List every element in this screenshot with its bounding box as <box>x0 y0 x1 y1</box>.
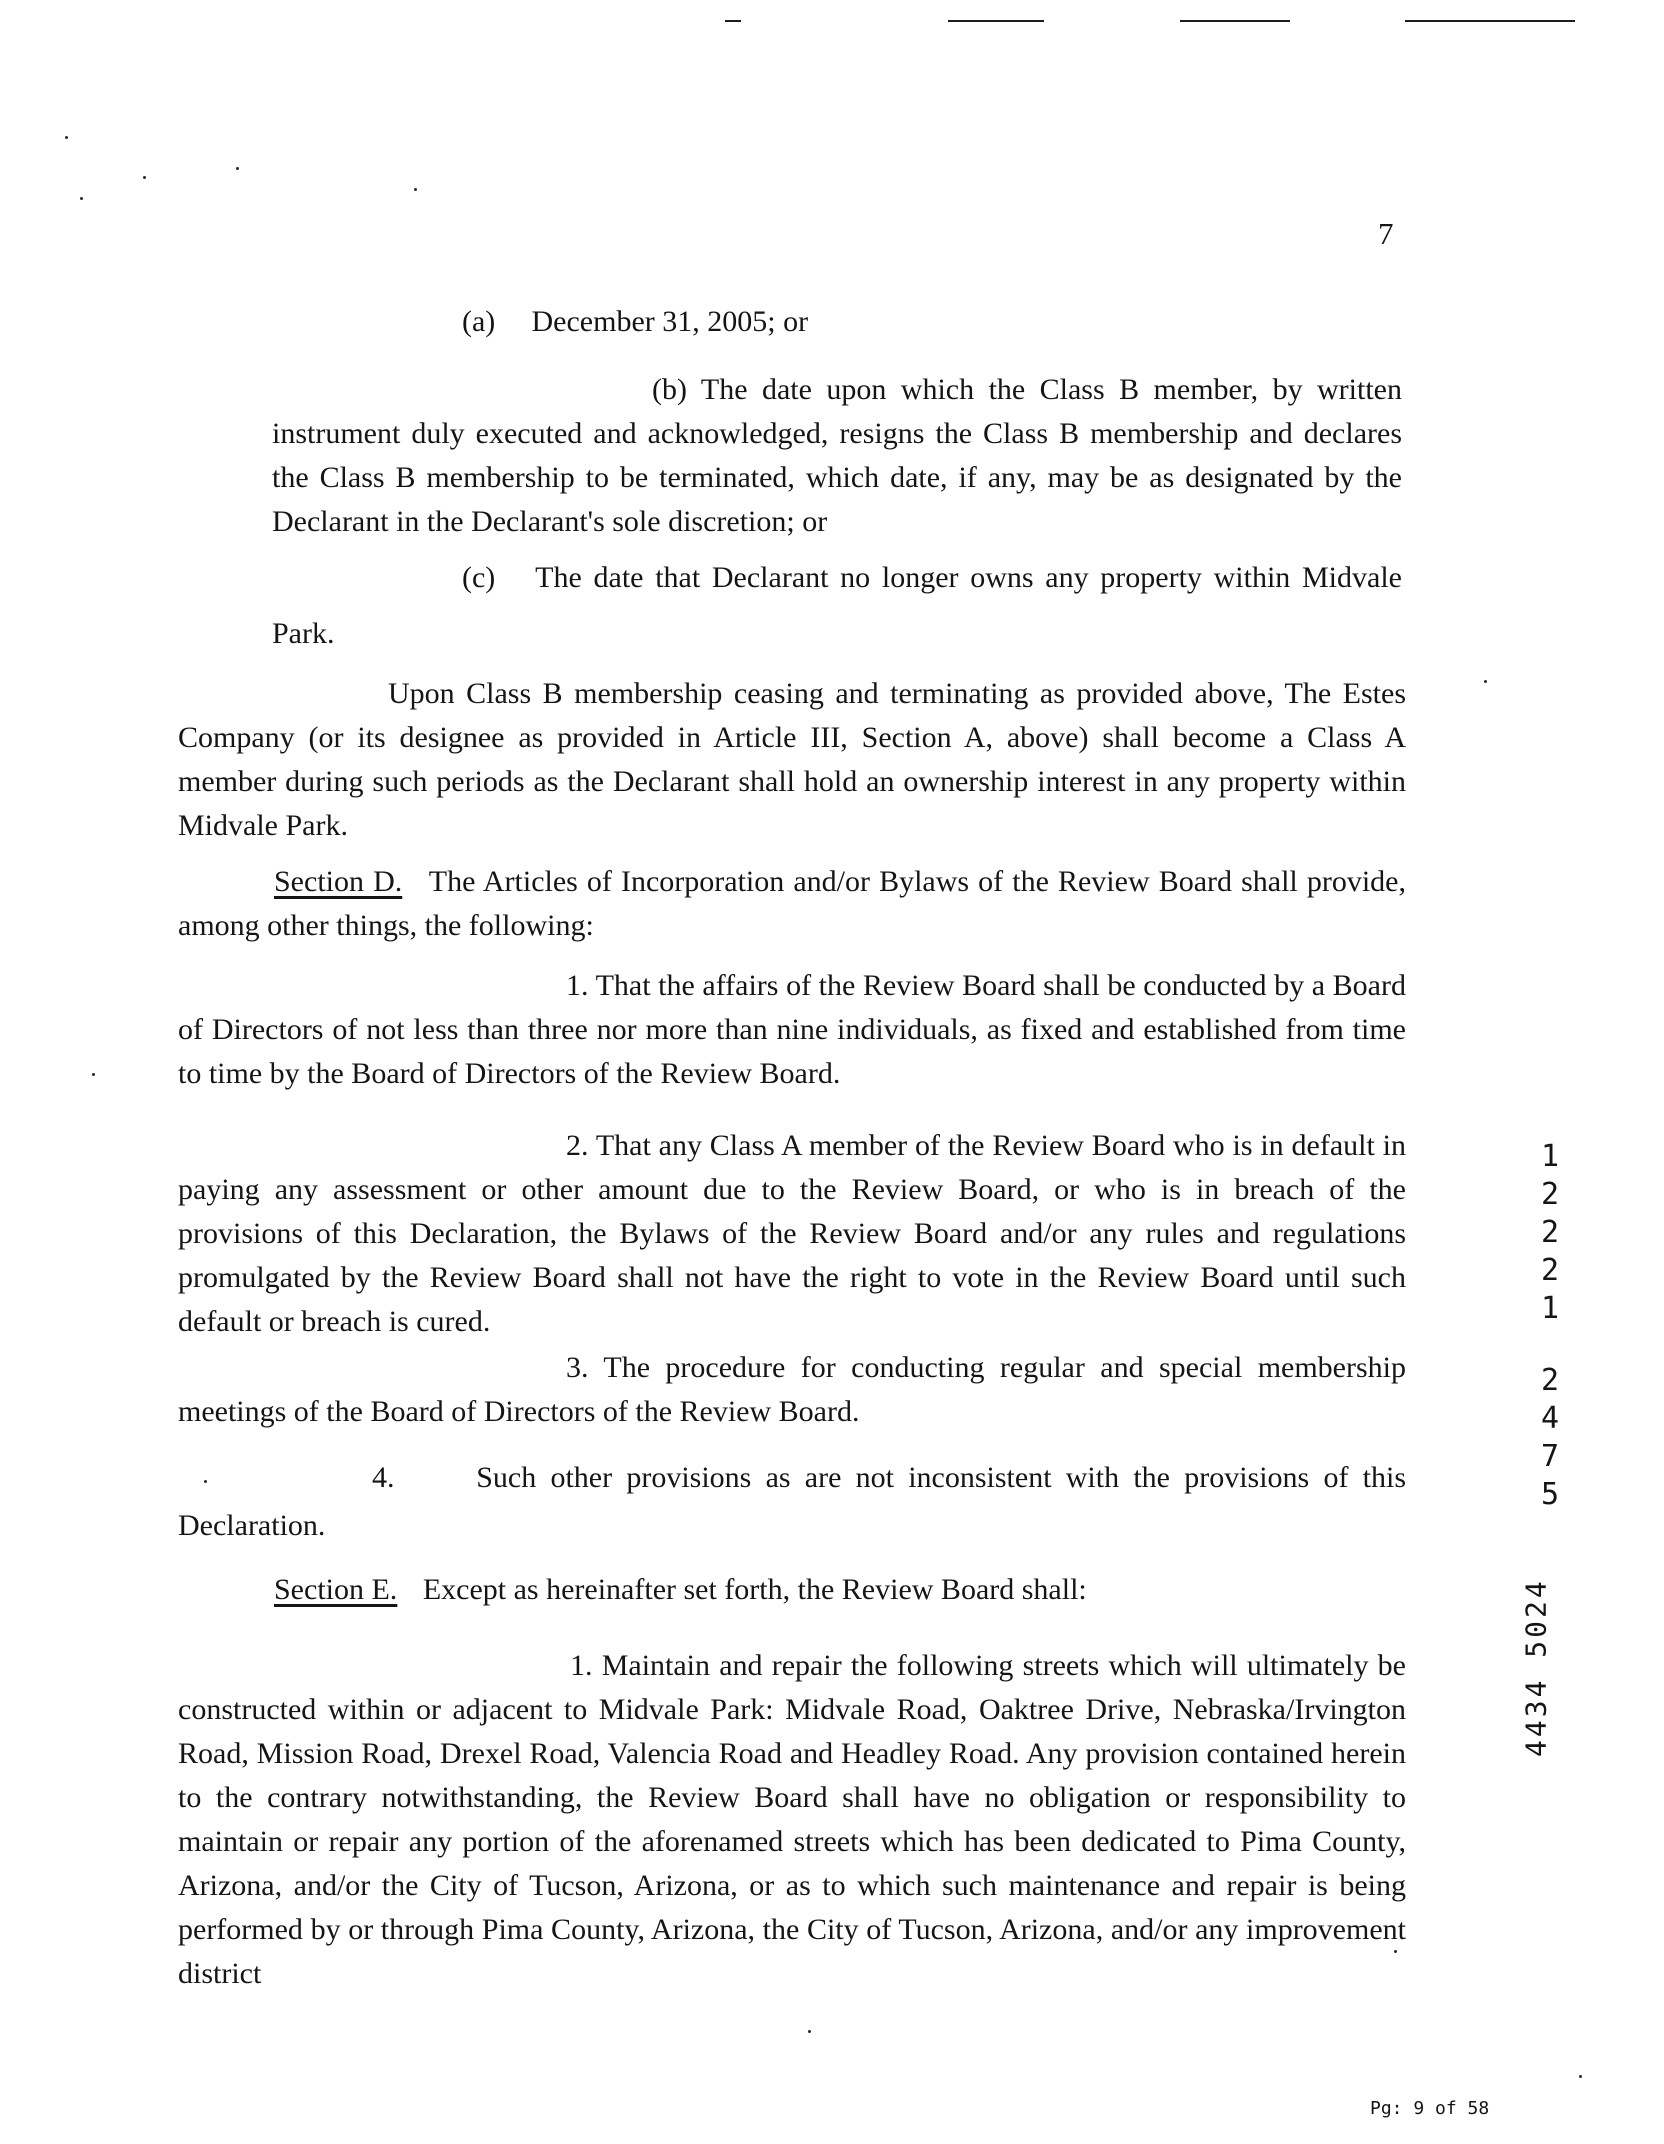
scan-speck <box>1579 2075 1582 2078</box>
recording-stamp-digit: 1 <box>1540 1139 1560 1174</box>
paragraph-c <box>462 556 1402 600</box>
scan-speck <box>80 197 83 200</box>
recording-stamp-digit: 2 <box>1540 1253 1560 1288</box>
scan-speck <box>808 2030 811 2033</box>
section-d-paragraph <box>178 860 1406 948</box>
scan-speck <box>236 167 239 170</box>
section-d-item-2-label: 2. <box>566 1129 589 1162</box>
scan-speck <box>92 1073 95 1076</box>
recording-side-stamp <box>1526 1138 1574 1548</box>
paragraph-a <box>462 300 1062 344</box>
scan-mark-top-1 <box>725 20 741 22</box>
scan-mark-top-2 <box>948 20 1044 22</box>
page-number: 7 <box>1378 216 1394 251</box>
scan-speck <box>143 176 146 179</box>
paragraph-a-text: December 31, 2005; or <box>531 305 809 338</box>
section-d-item-4 <box>372 1456 1406 1500</box>
section-d-item-3-text: The procedure for conducting regular and special membership meetings of the Board of Directors of the Review Board. <box>178 1351 1406 1428</box>
scan-speck <box>414 188 417 191</box>
page-footer: Pg: 9 of 58 <box>1370 2098 1490 2119</box>
paragraph-c-label: (c) <box>462 561 496 594</box>
scan-mark-top-4 <box>1405 20 1575 22</box>
recording-stamp-digit: 1 <box>1540 1291 1560 1326</box>
recording-stamp-digit: 2 <box>1540 1177 1560 1212</box>
section-d-item-1 <box>178 964 1406 1096</box>
recording-stamp-digit: 2 <box>1540 1215 1560 1250</box>
class-b-termination-paragraph: Upon Class B membership ceasing and terminating as provided above, The Estes Company (or its designee as provided in Article III, Section A, above) shall become a Class A member during such periods as the Declarant shall hold an ownership interest in any property within Midvale Park. <box>178 677 1406 842</box>
section-d-item-2 <box>178 1124 1406 1344</box>
section-e-heading: Section E. <box>274 1573 398 1606</box>
scan-speck <box>204 1480 207 1483</box>
paragraph-b <box>272 368 1402 544</box>
recording-stamp-digit: 7 <box>1540 1439 1560 1474</box>
scan-speck <box>65 136 68 139</box>
recording-stamp-upper <box>1526 1138 1574 1328</box>
section-d-item-4-continuation: Declaration. <box>178 1509 326 1542</box>
section-d-item-1-text: That the affairs of the Review Board shall be conducted by a Board of Directors of not less than three nor more than nine individuals, as fixed and established from time to time by the Board of Directors of the Review Board. <box>178 969 1406 1090</box>
section-d-item-1-label: 1. <box>566 969 589 1002</box>
paragraph-b-text: The date upon which the Class B member, by written instrument duly executed and acknowledged, resigns the Class B membership and declares the Class B membership to be terminated, which date, if any, may be as designated by the Declarant in the Declarant's sole discretion; or <box>272 373 1402 538</box>
paragraph-a-label: (a) <box>462 305 496 338</box>
recording-stamp-lower <box>1526 1362 1574 1514</box>
section-e-item-1 <box>178 1644 1406 1996</box>
section-d-item-2-text: That any Class A member of the Review Board who is in default in paying any assessment or other amount due to the Review Board, or who is in breach of the provisions of this Declaration, the Bylaws of the Review Board and/or any rules and regulations promulgated by the Review Board shall not have the right to vote in the Review Board until such default or breach is cured. <box>178 1129 1406 1338</box>
vertical-recording-serial: 4434 5024 <box>1519 1578 1553 1757</box>
section-e-item-1-text: Maintain and repair the following streets which will ultimately be constructed within or adjacent to Midvale Park: Midvale Road, Oaktree Drive, Nebraska/Irvington Road, Mission Road, Drexel Road, Valencia Road and Headley Road. Any provision contained herein to the contrary notwithstanding, the Review Board shall have no obligation or responsibility to maintain or repair any portion of the aforenamed streets which has been dedicated to Pima County, Arizona, and/or the City of Tucson, Arizona, or as to which such maintenance and repair is being performed by or through Pima County, Arizona, the City of Tucson, Arizona, and/or any improvement district <box>178 1649 1406 1990</box>
recording-stamp-digit: 5 <box>1540 1477 1560 1512</box>
section-d-item-3-label: 3. <box>566 1351 589 1384</box>
section-d-item-4-text: Such other provisions as are not inconsistent with the provisions of this <box>476 1461 1407 1494</box>
section-e-item-1-label: 1. <box>570 1649 593 1682</box>
section-d-heading: Section D. <box>274 865 403 898</box>
paragraph-c-continuation: Park. <box>272 617 335 650</box>
section-e-text: Except as hereinafter set forth, the Review Board shall: <box>422 1573 1087 1606</box>
scan-speck <box>1484 680 1487 683</box>
recording-stamp-digit: 2 <box>1540 1363 1560 1398</box>
paragraph-b-label: (b) <box>652 373 687 406</box>
section-e-paragraph <box>274 1568 1374 1612</box>
section-d-item-4-label: 4. <box>372 1461 395 1494</box>
recording-stamp-digit: 4 <box>1540 1401 1560 1436</box>
section-d-item-3 <box>178 1346 1406 1434</box>
scan-mark-top-3 <box>1180 20 1290 22</box>
paragraph-c-text: The date that Declarant no longer owns any property within Midvale <box>535 561 1402 594</box>
section-d-text: The Articles of Incorporation and/or Bylaws of the Review Board shall provide, among other things, the following: <box>178 865 1406 942</box>
